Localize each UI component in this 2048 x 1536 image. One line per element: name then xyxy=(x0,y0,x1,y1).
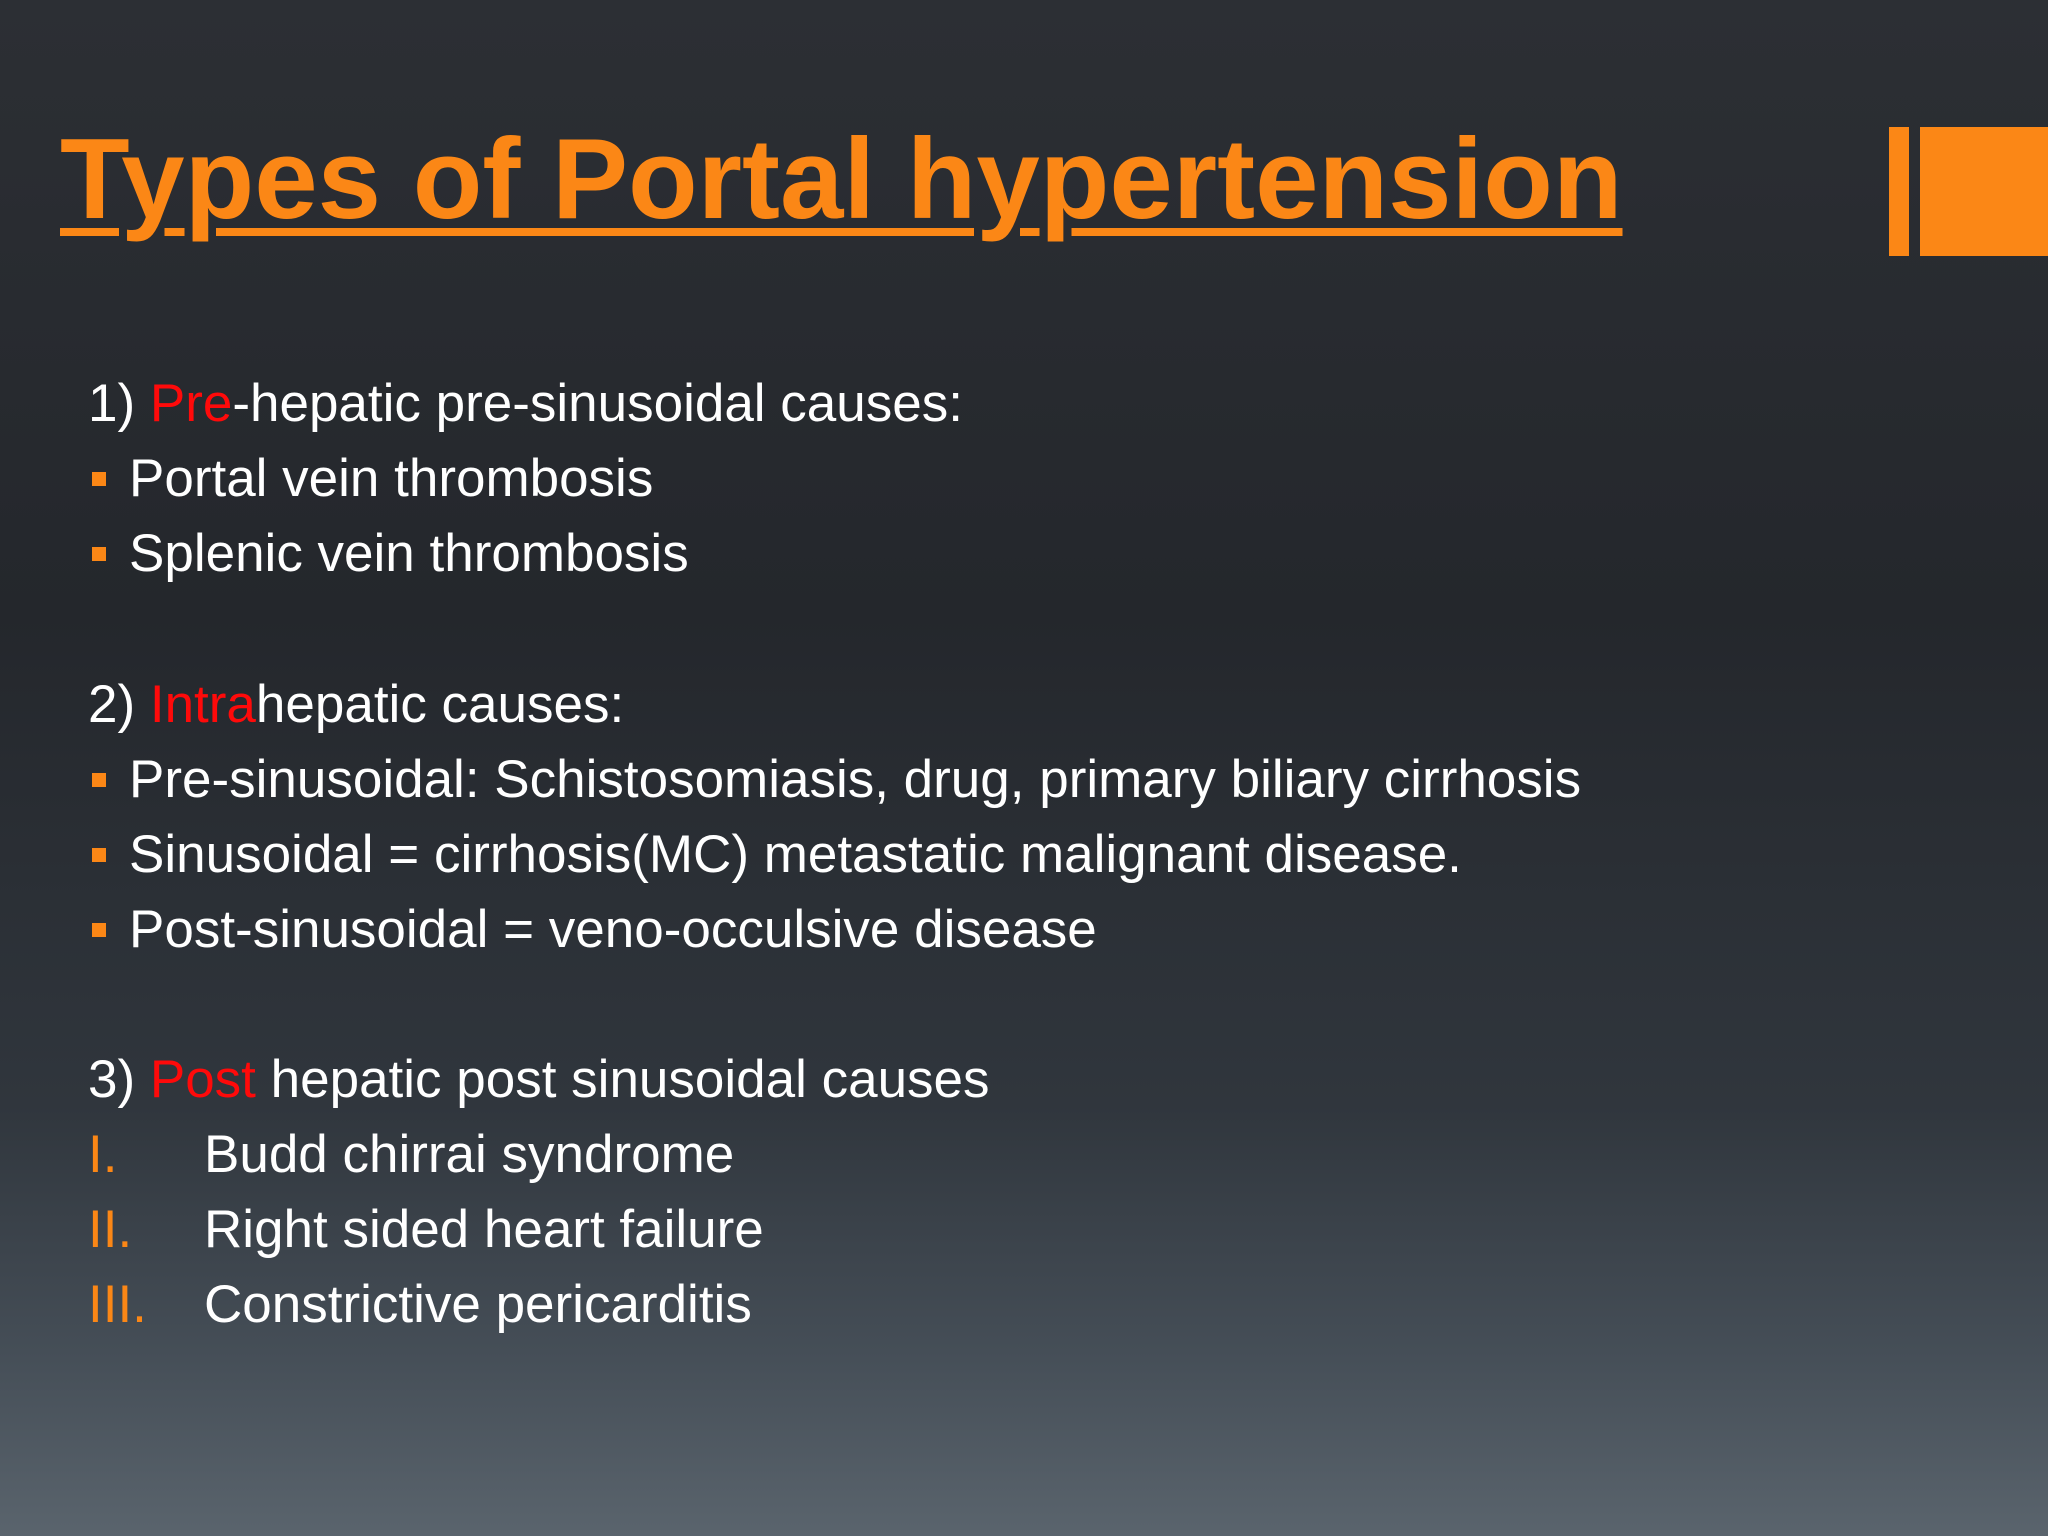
list-item-text: Post-sinusoidal = veno-occulsive disease xyxy=(129,900,1097,959)
section-highlight: Post xyxy=(149,1050,256,1109)
square-bullet-icon xyxy=(92,848,106,862)
square-bullet-icon xyxy=(92,547,106,561)
list-item-text: Portal vein thrombosis xyxy=(129,449,654,508)
list-item-text: Splenic vein thrombosis xyxy=(129,524,689,583)
section-heading-text: hepatic post sinusoidal causes xyxy=(255,1050,990,1109)
list-item-text: Pre-sinusoidal: Schistosomiasis, drug, primary biliary cirrhosis xyxy=(129,750,1582,809)
section-heading-text: -hepatic pre-sinusoidal causes: xyxy=(232,374,963,433)
section-heading-post-hepatic xyxy=(88,1048,990,1112)
square-bullet-icon xyxy=(92,773,106,787)
section-heading-pre-hepatic xyxy=(88,372,963,436)
roman-numeral: I. xyxy=(88,1125,118,1184)
list-item-text: Sinusoidal = cirrhosis(MC) metastatic malignant disease. xyxy=(129,825,1462,884)
list-item-text: Right sided heart failure xyxy=(204,1200,764,1259)
section-number: 3) xyxy=(88,1050,150,1109)
roman-numeral: II. xyxy=(88,1200,133,1259)
section-highlight: Intra xyxy=(149,675,256,734)
accent-bar xyxy=(1889,127,1909,256)
square-bullet-icon xyxy=(92,472,106,486)
slide-title: Types of Portal hypertension xyxy=(60,116,1623,243)
section-highlight: Pre xyxy=(149,374,233,433)
list-item-text: Constrictive pericarditis xyxy=(204,1275,752,1334)
list-item-text: Budd chirrai syndrome xyxy=(204,1125,735,1184)
roman-numeral: III. xyxy=(88,1275,147,1334)
section-heading-text: hepatic causes: xyxy=(255,675,625,734)
section-heading-intrahepatic xyxy=(88,673,624,737)
accent-block xyxy=(1920,127,2048,256)
square-bullet-icon xyxy=(92,923,106,937)
section-number: 2) xyxy=(88,675,150,734)
section-number: 1) xyxy=(88,374,150,433)
